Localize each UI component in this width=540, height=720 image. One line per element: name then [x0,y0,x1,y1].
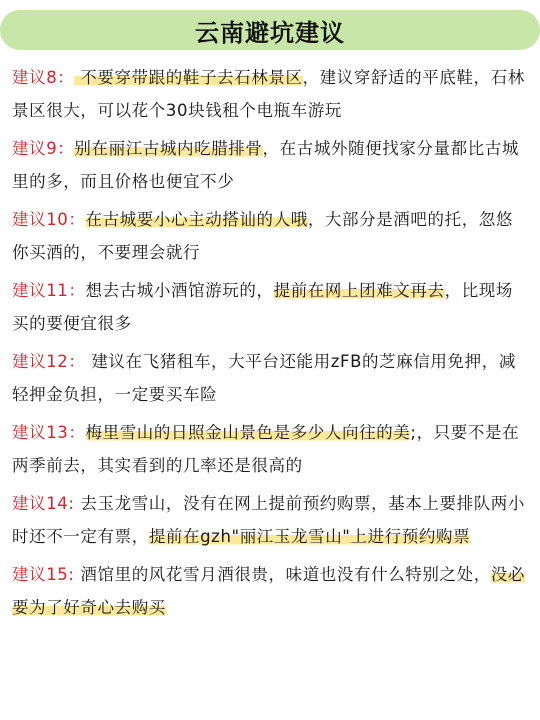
tip-label: 建议11： [12,281,86,300]
highlighted-text: 不要穿带跟的鞋子去石林景区 [74,68,303,87]
tip-text: ;，只要不是在两季前去，其实看到的几率还是很高的 [12,423,520,475]
tip-label: 建议14: [12,494,75,513]
tip-item [12,488,530,553]
tip-label: 建议8： [12,68,75,87]
tip-item [12,204,530,269]
tip-item [12,275,530,340]
tip-text: 建议在飞猪租车，大平台还能用zFB的芝麻信用免押，减轻押金负担，一定要买车险 [12,352,516,404]
highlighted-text: 没必要为了好奇心去购买 [12,565,526,617]
tips-list [12,62,530,630]
title-banner [0,10,540,50]
tip-text: 去玉龙雪山，没有在网上提前预约购票，基本上要排队两小时还不一定有票， [12,494,526,546]
tip-text: ，建议穿舒适的平底鞋，石林景区很大，可以花个30块钱租个电瓶车游玩 [12,68,525,120]
highlighted-text: 梅里雪山的日照金山景色是多少人向往的美 [85,423,411,442]
tip-label: 建议9： [12,139,75,158]
highlighted-text: 别在丽江古城内吃腊排骨 [74,139,263,158]
tip-label: 建议15: [12,565,75,584]
tip-item [12,346,530,411]
tip-text: 想去古城小酒馆游玩的， [85,281,274,300]
tip-label: 建议12： [12,352,86,371]
tip-text: ，在古城外随便找家分量都比古城里的多，而且价格也便宜不少 [12,139,520,191]
tip-item [12,417,530,482]
highlighted-text: 提前在gzh"丽江玉龙雪山"上进行预约购票 [148,526,471,546]
tip-text: ，比现场买的要便宜很多 [12,281,514,333]
tip-text: ，大部分是酒吧的托，忽悠你买酒的，不要理会就行 [12,210,514,262]
tip-item [12,133,530,198]
highlighted-text: 提前在网上团难文再去 [273,281,445,300]
tip-text: 酒馆里的风花雪月酒很贵，味道也没有什么特别之处， [74,565,491,584]
tip-item [12,559,530,624]
tip-label: 建议13： [12,423,86,442]
tip-label: 建议10： [12,210,86,229]
page-title: 云南避坑建议 [195,18,345,47]
tip-item [12,62,530,127]
highlighted-text: 在古城要小心主动搭讪的人哦 [85,210,308,229]
